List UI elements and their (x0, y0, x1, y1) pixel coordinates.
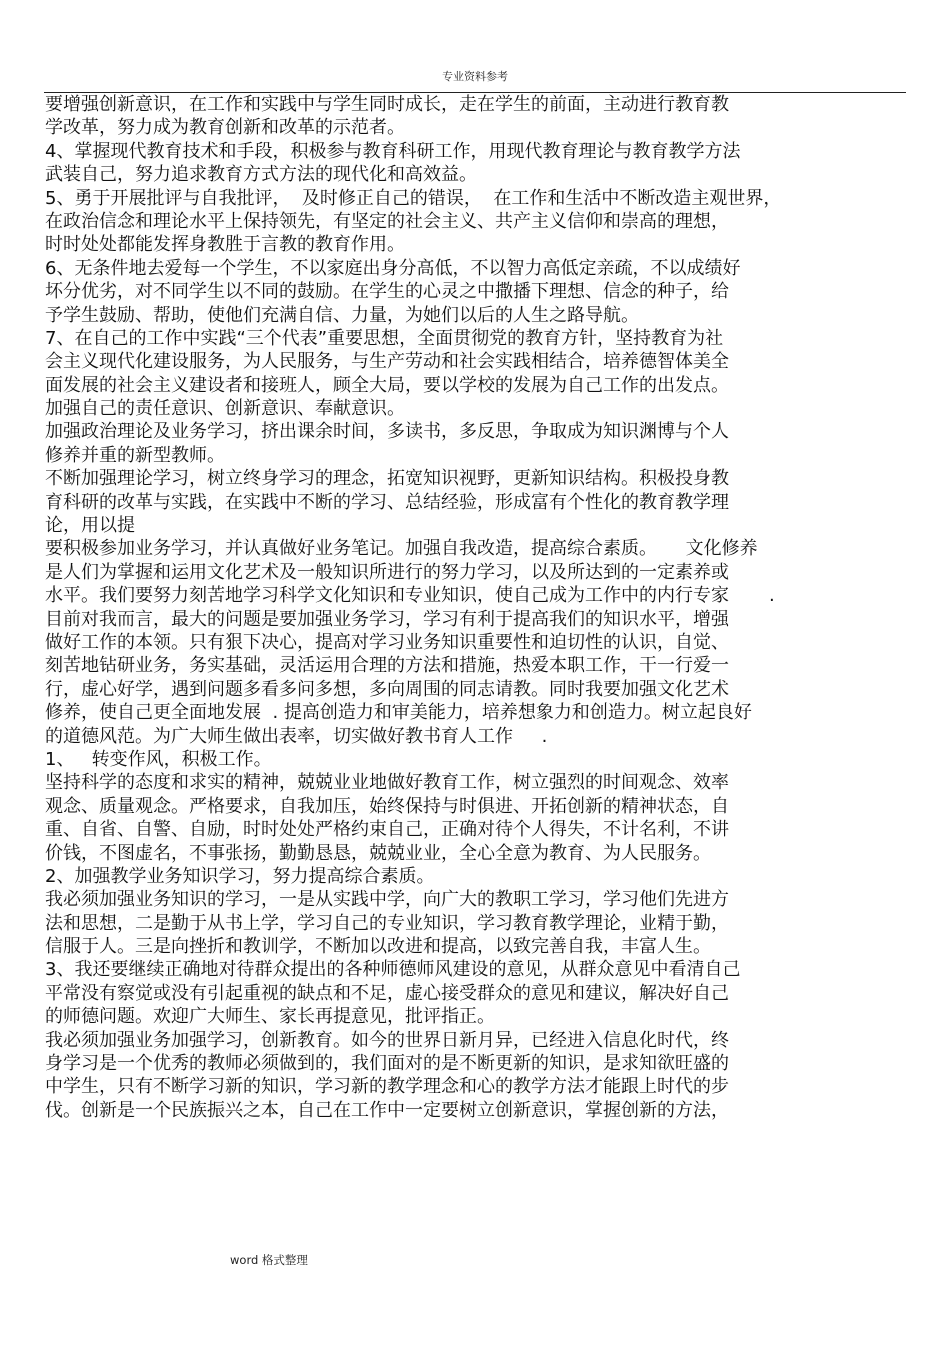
text-line: 4、掌握现代教育技术和手段，积极参与教育科研工作，用现代教育理论与教育教学方法 (45, 140, 741, 162)
text-line: 会主义现代化建设服务，为人民服务，与生产劳动和社会实践相结合，培养德智体美全 (45, 351, 729, 373)
text-line: 是人们为掌握和运用文化艺术及一般知识所进行的努力学习，以及所达到的一定素养或 (45, 561, 729, 583)
document-body (45, 93, 905, 1122)
text-line: 法和思想，二是勤于从书上学，学习自己的专业知识，学习教育教学理论，业精于勤， (45, 912, 729, 934)
text-line: 观念、质量观念。严格要求，自我加压，始终保持与时俱进、开拓创新的精神状态，自 (45, 795, 729, 817)
text-line: 加强政治理论及业务学习，挤出课余时间，多读书，多反思，争取成为知识渊博与个人 (45, 421, 729, 443)
text-line: 育科研的改革与实践，在实践中不断的学习、总结经验，形成富有个性化的教育教学理 (45, 491, 729, 513)
text-line: 水平。我们要努力刻苦地学习科学文化知识和专业知识，使自己成为工作中的内行专家 . (45, 585, 775, 607)
text-line: 信服于人。三是向挫折和教训学，不断加以改进和提高，以致完善自我，丰富人生。 (45, 936, 711, 958)
text-line: 目前对我而言，最大的问题是要加强业务学习，学习有利于提高我们的知识水平，增强 (45, 608, 729, 630)
page-header: 专业资料参考 (442, 70, 508, 83)
text-line: 加强自己的责任意识、创新意识、奉献意识。 (45, 398, 405, 420)
text-line: 坏分优劣，对不同学生以不同的鼓励。在学生的心灵之中撒播下理想、信念的种子，给 (45, 281, 729, 303)
text-line: 在政治信念和理论水平上保持领先，有坚定的社会主义、共产主义信仰和崇高的理想， (45, 210, 729, 232)
text-line: 中学生，只有不断学习新的知识，学习新的教学理念和心的教学方法才能跟上时代的步 (45, 1076, 729, 1098)
text-line: 平常没有察觉或没有引起重视的缺点和不足，虚心接受群众的意见和建议，解决好自己 (45, 982, 729, 1004)
text-line: 坚持科学的态度和求实的精神，兢兢业业地做好教育工作，树立强烈的时间观念、效率 (45, 772, 729, 794)
text-line: 面发展的社会主义建设者和接班人，顾全大局，要以学校的发展为自己工作的出发点。 (45, 374, 729, 396)
text-line: 做好工作的本领。只有狠下决心，提高对学习业务知识重要性和迫切性的认识，自觉、 (45, 631, 729, 653)
text-line: 价钱，不图虚名，不事张扬，勤勤恳恳，兢兢业业，全心全意为教育、为人民服务。 (45, 842, 711, 864)
text-line: 5、勇于开展批评与自我批评， 及时修正自己的错误， 在工作和生活中不断改造主观世界， (45, 187, 782, 209)
text-line: 的道德风范。为广大师生做出表率，切实做好教书育人工作 . (45, 725, 548, 747)
text-line: 我必须加强业务知识的学习，一是从实践中学，向广大的教职工学习，学习他们先进方 (45, 889, 729, 911)
text-line: 我必须加强业务加强学习，创新教育。如今的世界日新月异，已经进入信息化时代，终 (45, 1029, 729, 1051)
text-line: 行，虚心好学，遇到问题多看多问多想，多向周围的同志请教。同时我要加强文化艺术 (45, 678, 729, 700)
text-line: 不断加强理论学习，树立终身学习的理念，拓宽知识视野，更新知识结构。积极投身教 (45, 468, 729, 490)
text-line: 武装自己，努力追求教育方式方法的现代化和高效益。 (45, 164, 477, 186)
text-line: 重、自省、自警、自励，时时处处严格约束自己，正确对待个人得失，不计名利，不讲 (45, 819, 729, 841)
text-line: 1、 转变作风，积极工作。 (45, 748, 272, 770)
text-line: 的师德问题。欢迎广大师生、家长再提意见，批评指正。 (45, 1006, 495, 1028)
text-line: 2、加强教学业务知识学习，努力提高综合素质。 (45, 865, 435, 887)
text-line: 7、在自己的工作中实践“三个代表”重要思想，全面贯彻党的教育方针，坚持教育为社 (45, 327, 724, 349)
text-line: 身学习是一个优秀的教师必须做到的，我们面对的是不断更新的知识，是求知欲旺盛的 (45, 1053, 729, 1075)
text-line: 予学生鼓励、帮助，使他们充满自信、力量，为她们以后的人生之路导航。 (45, 304, 639, 326)
text-line: 3、我还要继续正确地对待群众提出的各种师德师风建设的意见，从群众意见中看清自己 (45, 959, 741, 981)
text-line: 修养并重的新型教师。 (45, 444, 225, 466)
text-line: 修养，使自己更全面地发展 . 提高创造力和审美能力，培养想象力和创造力。树立起良好 (45, 702, 752, 724)
page-footer: word 格式整理 (230, 1253, 308, 1267)
text-line: 伐。创新是一个民族振兴之本，自己在工作中一定要树立创新意识，掌握创新的方法， (45, 1099, 729, 1121)
text-line: 要积极参加业务学习，并认真做好业务笔记。加强自我改造，提高综合素质。 文化修养 (45, 538, 758, 560)
text-line: 刻苦地钻研业务，务实基础，灵活运用合理的方法和措施，热爱本职工作，干一行爱一 (45, 655, 729, 677)
text-line: 时时处处都能发挥身教胜于言教的教育作用。 (45, 234, 405, 256)
text-line: 6、无条件地去爱每一个学生，不以家庭出身分高低，不以智力高低定亲疏，不以成绩好 (45, 257, 741, 279)
text-line: 要增强创新意识，在工作和实践中与学生同时成长，走在学生的前面，主动进行教育教 (45, 94, 729, 115)
text-line: 论，用以提 (45, 515, 135, 537)
text-line: 学改革，努力成为教育创新和改革的示范者。 (45, 117, 405, 139)
